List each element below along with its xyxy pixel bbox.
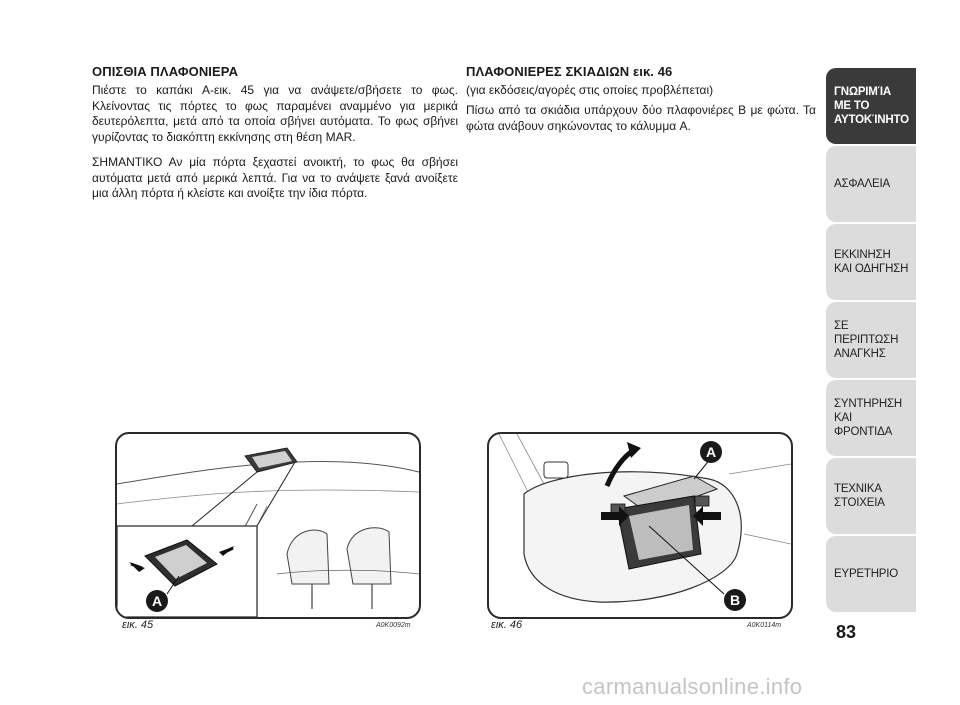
label-a-fig45: A [151,593,163,609]
tab-maintenance-and-care[interactable] [826,380,916,456]
sun-visor-lights-subtitle: (για εκδόσεις/αγορές στις οποίες προβλέπεται) [466,83,714,97]
tab-index[interactable] [826,536,916,612]
page-number: 83 [836,622,857,642]
tab-label: ΣΕ ΠΕΡΙΠΤΩΣΗ ΑΝΑΓΚΗΣ [834,320,899,360]
figure-46-code: A0K0114m [747,622,782,629]
chapter-tabs [826,68,916,614]
tab-label: ΕΥΡΕΤΗΡΙΟ [834,568,899,580]
figure-45-rear-light-illustration [115,432,421,619]
tab-label: ΤΕΧΝΙΚΑ ΣΤΟΙΧΕΙΑ [834,483,885,509]
watermark: carmanualsonline.info [582,674,803,699]
tab-label: ΓΝΩΡΙΜΊΑ ΜΕ ΤΟ ΑΥΤΟΚΊΝΗΤΟ [834,86,909,126]
tab-getting-to-know-car[interactable] [826,68,916,144]
label-a-fig46: A [705,444,717,460]
rear-courtesy-light-heading: ΟΠΙΣΘΙΑ ΠΛΑΦΟΝΙΕΡΑ [92,64,239,79]
tab-emergency[interactable] [826,302,916,378]
figure-45-code: A0K0092m [376,622,411,629]
tab-safety[interactable] [826,146,916,222]
tab-label: ΕΚΚΙΝΗΣΗ ΚΑΙ ΟΔΗΓΗΣΗ [834,249,909,275]
tab-starting-and-driving[interactable] [826,224,916,300]
left-text-column [92,64,458,212]
figure-46-sun-visor-illustration [487,432,793,619]
rear-light-paragraph: Πιέστε το καπάκι A-εικ. 45 για να ανάψετε/σβήσετε το φως. Κλείνοντας τις πόρτες το φως παραμένει αναμμένο για μερικά δευτερόλεπτα, μετά από τα οποία σβήνει αυτόματα. Το φως σβήνει γυρίζοντας το διακόπτη εκκίνησης στη θέση MAR. [92,83,458,144]
rear-light-drawing [117,434,419,617]
figure-46-caption: εικ. 46 [491,619,523,631]
sun-visor-lights-paragraph: Πίσω από τα σκιάδια υπάρχουν δύο πλαφονιέρες B με φώτα. Τα φώτα ανάβουν σηκώνοντας το κάλυμμα A. [466,103,816,133]
important-note-paragraph: ΣΗΜΑΝΤΙΚΟ Αν μία πόρτα ξεχαστεί ανοικτή, το φως θα σβήσει αυτόματα μετά από μερικά λεπτά. Για να το ανάψετε ξανά ανοίξετε μια άλλη πόρτα ή κλείστε και ανοίξτε την ίδια πόρτα. [92,155,458,200]
tab-label: ΑΣΦΑΛΕΙΑ [834,178,890,190]
sun-visor-lights-heading: ΠΛΑΦΟΝΙΕΡΕΣ ΣΚΙΑΔΙΩΝ εικ. 46 [466,64,673,79]
label-b-fig46: B [729,592,741,608]
sun-visor-drawing [489,434,791,617]
figure-45-caption: εικ. 45 [122,619,154,631]
tab-label: ΣΥΝΤΗΡΗΣΗ ΚΑΙ ΦΡΟΝΤΙΔΑ [834,398,903,438]
tab-technical-specifications[interactable] [826,458,916,534]
right-text-column [466,64,816,144]
